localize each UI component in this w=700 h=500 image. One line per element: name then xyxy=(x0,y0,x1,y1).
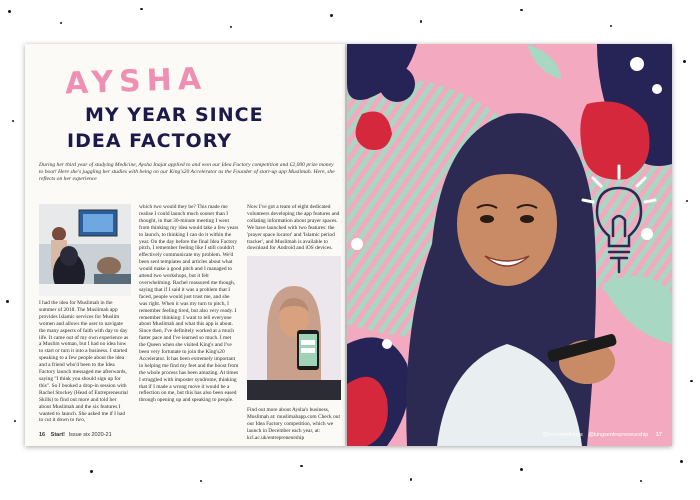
aysha-phone-photo xyxy=(247,256,341,400)
ink-speckle xyxy=(14,420,16,422)
footer-right xyxy=(542,432,662,438)
magazine-name: Start! xyxy=(50,432,66,438)
find-out-more: Find out more about Aysha's business, Muslimah at: muslimahapp.com Check out our Idea Factory competition, which we launch in December each year, at: kcl.ac.uk/entrepreneurship xyxy=(247,407,340,441)
title-line-2: IDEA FACTORY xyxy=(67,130,233,152)
aysha-phone-illustration xyxy=(247,256,341,400)
ink-speckle xyxy=(640,480,642,482)
footer-left xyxy=(39,432,112,438)
ink-speckle xyxy=(680,460,683,463)
issue-label: Issue six 2020-21 xyxy=(68,432,112,438)
workshop-photo-illustration xyxy=(39,204,131,296)
navy-dot xyxy=(379,66,415,102)
lightbulb-icon xyxy=(579,164,659,274)
ink-speckle xyxy=(12,120,14,122)
ink-speckle xyxy=(140,8,143,10)
ink-speckle xyxy=(520,9,523,11)
page-number-left: 16 xyxy=(39,432,46,438)
ink-speckle xyxy=(690,380,693,382)
title-name: AYSHA xyxy=(64,61,208,102)
title-line-1: MY YEAR SINCE xyxy=(85,104,264,126)
ink-speckle xyxy=(683,60,686,63)
ink-speckle xyxy=(610,25,612,27)
body-column-1: I had the idea for Muslimah in the summer of 2018. The Muslimah app provides Islamic services for Muslim women and allows the user to navigate the many aspects of faith with day to day life. It came out of my own experience as a Muslim woman, but I had no idea how to start or turn it into a business. I started speaking to a few people about the idea and a friend who'd been to the Idea Factory launch messaged me afterwards, saying "I think you should sign up for this". So I booked a drop-in session with Rachel Stockey (Head of Entrepreneurial Skills) to find out more and told her about Muslimah and the six features I wanted to launch. She asked me if I had to cut it down to two, xyxy=(39,300,129,424)
ink-speckle xyxy=(686,200,688,202)
ink-speckle xyxy=(420,20,422,23)
ink-speckle xyxy=(6,300,9,303)
right-page xyxy=(347,44,672,446)
ink-speckle xyxy=(200,480,202,482)
body-column-2: which two would they be? This made me realise I could launch much sooner than I thought, in that 30-minute meeting I went from thinking my idea would take a few years to launch, to thinking I can do it within the year. On the day before the final Idea Factory pitch, I remember feeling like I still couldn't effectively communicate my problem. We'd been sent templates and articles about what would make a good pitch and I managed to attend two workshops, but it felt overwhelming. Rachel reassured me though, saying that if I said it was a problem that I faced, people would just trust me, and she was right. When it was my turn to pitch, I remember feeling tired, but also very ready. I remember thinking: I want to tell everyone about Muslimah and what this app is about. Since then, I've definitely worked at a much faster pace and I've learned so much. I met the Queen when she visited King's and I've been very fortunate to join the King's20 Accelerator. It has been extremely important in helping me find my feet and the boost from the whole process has been amazing. At times I struggled with imposter syndrome, thinking that if I made a wrong move it would be a reflection on me, but this has also been eased through opening up and speaking to people. xyxy=(139,204,239,404)
social-handle-twitter: @InnovateKings xyxy=(542,432,583,438)
left-page xyxy=(25,44,347,446)
social-handle-instagram: @kingsentrepreneurship xyxy=(588,432,649,438)
intro-paragraph: During her third year of studying Medicine, Aysha Inajat applied to and won our Idea Factory competition and £2,000 prize money to boot! Here she's juggling her studies with being on our King's20 Accelerator as the Founder of start-up app Muslimah. Here, she reflects on her experience xyxy=(39,162,335,182)
ink-speckle xyxy=(410,478,412,481)
body-column-3: Now I've got a team of eight dedicated volunteers developing the app features and collating information about prayer spaces. We have launched with two features: the 'prayer space locator' and 'Islamic period tracker', and Muslimah is available to download for Android and iOS devices. xyxy=(247,204,340,252)
page-number-right: 17 xyxy=(655,432,662,438)
ink-speckle xyxy=(330,14,333,17)
ink-speckle xyxy=(230,26,232,28)
ink-speckle xyxy=(8,10,11,13)
ink-speckle xyxy=(300,465,303,467)
workshop-photo xyxy=(39,204,131,296)
ink-speckle xyxy=(90,470,93,473)
ink-speckle xyxy=(60,22,62,24)
ink-speckle xyxy=(520,468,523,471)
